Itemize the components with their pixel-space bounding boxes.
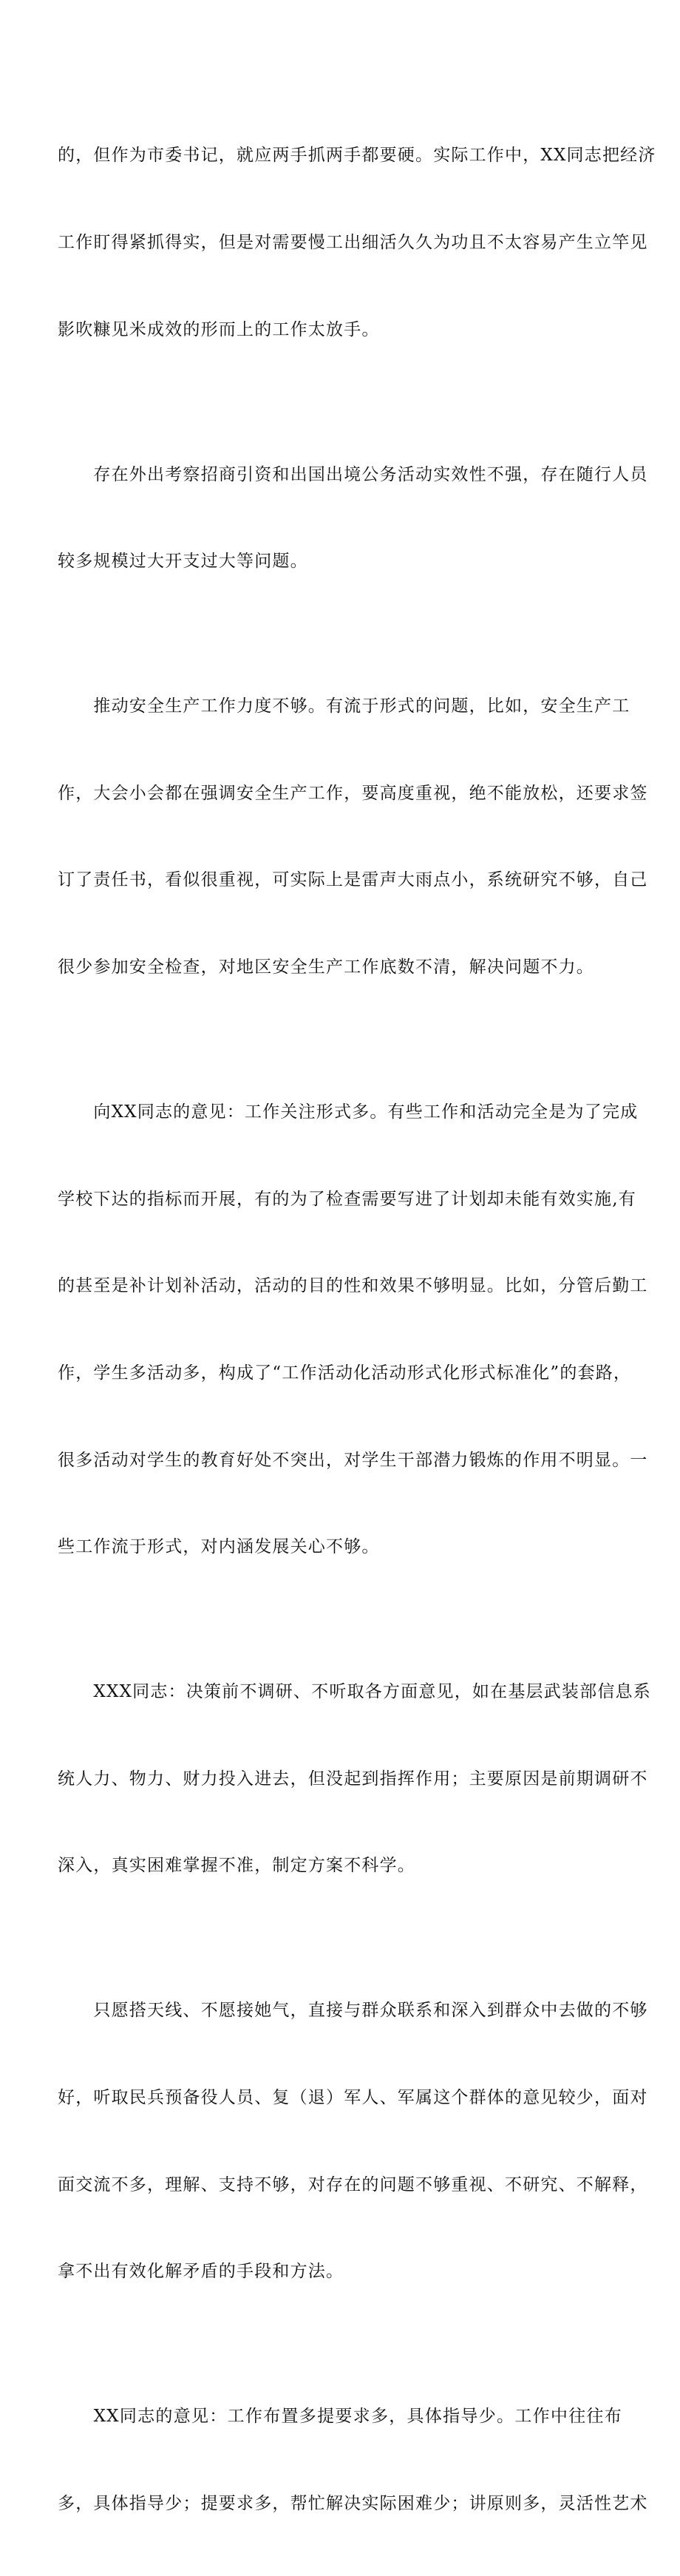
- paragraph-1: [58, 84, 656, 402]
- text-line: XXX同志：决策前不调研、不听取各方面意见，如在基层武装部信息系: [58, 1682, 651, 1702]
- text-line: 深入，真实困难掌握不准，制定方案不科学。: [58, 1856, 415, 1876]
- text-line: 的甚至是补计划补活动，活动的目的性和效果不够明显。比如，分管后勤工: [58, 1276, 648, 1296]
- text-line: 多，具体指导少；提要求多，帮忙解决实际困难少；讲原则多，灵活性艺术: [58, 2493, 648, 2513]
- text-line: XX同志的意见：工作布置多提要求多，具体指导少。工作中往往布: [58, 2407, 622, 2427]
- text-line: 很少参加安全检查，对地区安全生产工作底数不清，解决问题不力。: [58, 957, 594, 977]
- text-line: 作，学生多活动多，构成了“工作活动化活动形式化形式标准化”的套路，: [58, 1363, 632, 1383]
- text-line: 向XX同志的意见：工作关注形式多。有些工作和活动完全是为了完成: [58, 1102, 639, 1122]
- text-line: 统人力、物力、财力投入进去，但没起到指挥作用；主要原因是前期调研不: [58, 1769, 648, 1789]
- text-line: 很多活动对学生的教育好处不突出，对学生干部潜力锻炼的作用不明显。一: [58, 1450, 648, 1470]
- text-line: 学校下达的指标而开展，有的为了检查需要写进了计划却未能有效实施,有: [58, 1189, 636, 1209]
- text-line: 较多规模过大开支过大等问题。: [58, 552, 308, 572]
- text-line: 拿不出有效化解矛盾的手段和方法。: [58, 2262, 344, 2282]
- text-line: 工作盯得紧抓得实，但是对需要慢工出细活久久为功且不太容易产生立竿见: [58, 233, 648, 253]
- paragraph-6: [58, 1939, 648, 2345]
- paragraph-7: [58, 2345, 648, 2576]
- text-line: 好，听取民兵预备役人员、复（退）军人、军属这个群体的意见较少，面对: [58, 2088, 648, 2108]
- text-line: 的，但作为市委书记，就应两手抓两手都要硬。实际工作中，XX同志把经济: [58, 146, 656, 166]
- paragraph-2: [58, 402, 648, 634]
- document-body: [58, 84, 656, 2576]
- text-line: 只愿搭天线、不愿接她气，直接与群众联系和深入到群众中去做的不够: [58, 2001, 648, 2021]
- text-line: 面交流不多，理解、支持不够，对存在的问题不够重视、不研究、不解释，: [58, 2175, 648, 2194]
- paragraph-3: [58, 634, 648, 1040]
- text-line: 订了责任书，看似很重视，可实际上是雷声大雨点小，系统研究不够，自己: [58, 870, 648, 890]
- text-line: 影吹糠见米成效的形而上的工作太放手。: [58, 319, 380, 339]
- paragraph-5: [58, 1620, 651, 1939]
- text-line: 作，大会小会都在强调安全生产工作，要高度重视，绝不能放松，还要求签: [58, 783, 648, 803]
- text-line: 推动安全生产工作力度不够。有流于形式的问题，比如，安全生产工: [58, 696, 630, 716]
- text-line: 存在外出考察招商引资和出国出境公务活动实效性不强，存在随行人员: [58, 464, 648, 484]
- text-line: 些工作流于形式，对内涵发展关心不够。: [58, 1537, 380, 1557]
- paragraph-4: [58, 1040, 648, 1620]
